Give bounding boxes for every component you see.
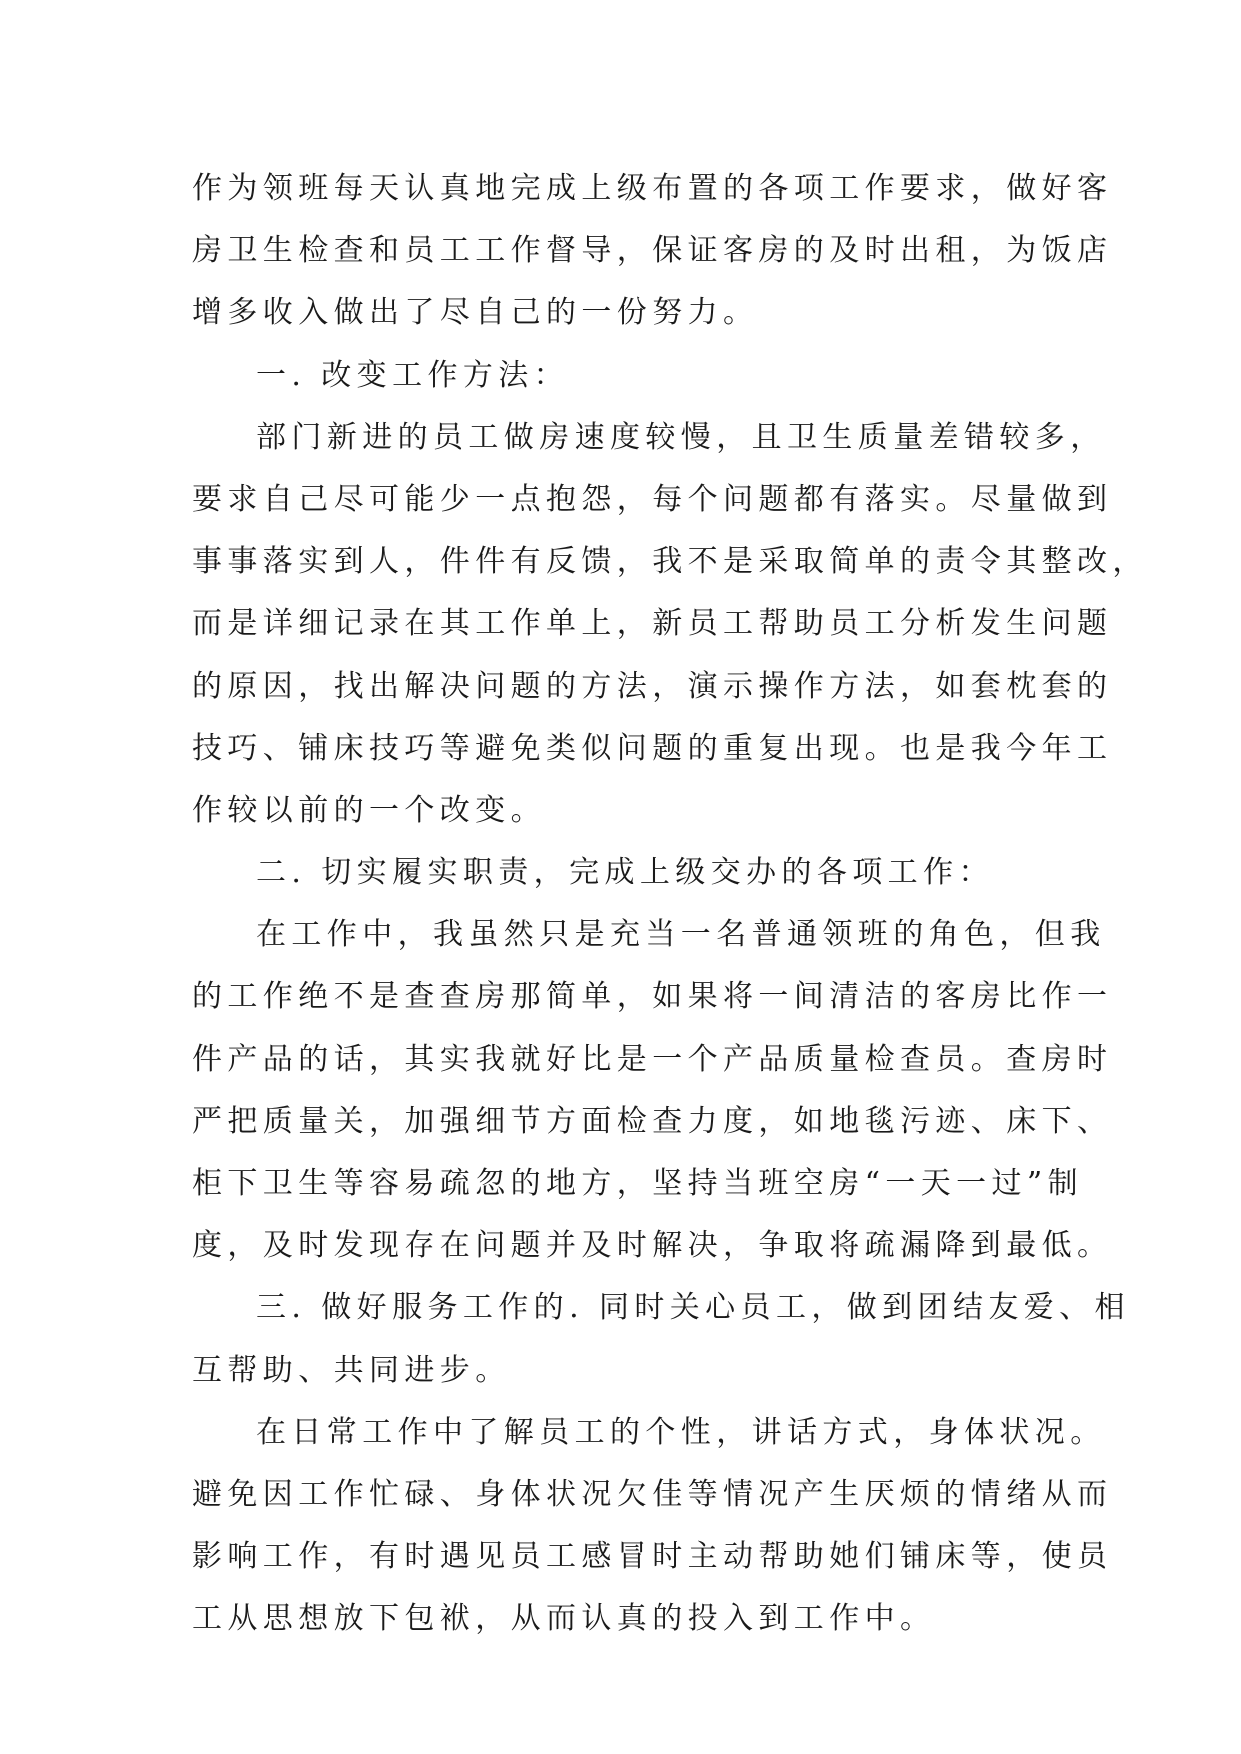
paragraph-first-line: 在工作中，我虽然只是充当一名普通领班的角色，但我 — [256, 917, 1106, 953]
text-line: 件产品的话，其实我就好比是一个产品质量检查员。查房时 — [192, 1041, 1113, 1077]
text-line: 柜下卫生等容易疏忽的地方，坚持当班空房“一天一过”制 — [192, 1166, 1084, 1201]
document-body — [192, 158, 1148, 1651]
text-line: 技巧、铺床技巧等避免类似问题的重复出现。也是我今年工 — [192, 730, 1113, 766]
text-line: 避免因工作忙碌、身体状况欠佳等情况产生厌烦的情绪从而 — [192, 1476, 1113, 1512]
text-line: 工从思想放下包袱，从而认真的投入到工作中。 — [192, 1601, 936, 1637]
text-line: 而是详细记录在其工作单上，新员工帮助员工分析发生问题 — [192, 606, 1113, 642]
paragraph-first-line: 三. 做好服务工作的. 同时关心员工，做到团结友爱、相 — [256, 1290, 1130, 1326]
text-line: 要求自己尽可能少一点抱怨，每个问题都有落实。尽量做到 — [192, 481, 1113, 517]
paragraph-first-line: 部门新进的员工做房速度较慢，且卫生质量差错较多， — [256, 419, 1106, 455]
text-line: 房卫生检查和员工工作督导，保证客房的及时出租，为饭店 — [192, 233, 1113, 269]
text-line: 的原因，找出解决问题的方法，演示操作方法，如套枕套的 — [192, 668, 1113, 704]
text-line: 影响工作，有时遇见员工感冒时主动帮助她们铺床等，使员 — [192, 1539, 1113, 1575]
text-line: 事事落实到人，件件有反馈，我不是采取简单的责令其整改， — [192, 544, 1148, 580]
text-line: 增多收入做出了尽自己的一份努力。 — [192, 295, 759, 331]
text-line: 作为领班每天认真地完成上级布置的各项工作要求，做好客 — [192, 171, 1113, 206]
text-line: 的工作绝不是查查房那简单，如果将一间清洁的客房比作一 — [192, 979, 1113, 1015]
text-line: 严把质量关，加强细节方面检查力度，如地毯污迹、床下、 — [192, 1103, 1113, 1139]
text-line: 度，及时发现存在问题并及时解决，争取将疏漏降到最低。 — [192, 1228, 1113, 1264]
text-line: 互帮助、共同进步。 — [192, 1352, 511, 1388]
text-line: 作较以前的一个改变。 — [192, 792, 546, 828]
paragraph-first-line: 二. 切实履实职责，完成上级交办的各项工作： — [256, 855, 994, 891]
paragraph-first-line: 在日常工作中了解员工的个性，讲话方式，身体状况。 — [256, 1414, 1106, 1450]
paragraph-first-line: 一. 改变工作方法： — [256, 357, 570, 393]
